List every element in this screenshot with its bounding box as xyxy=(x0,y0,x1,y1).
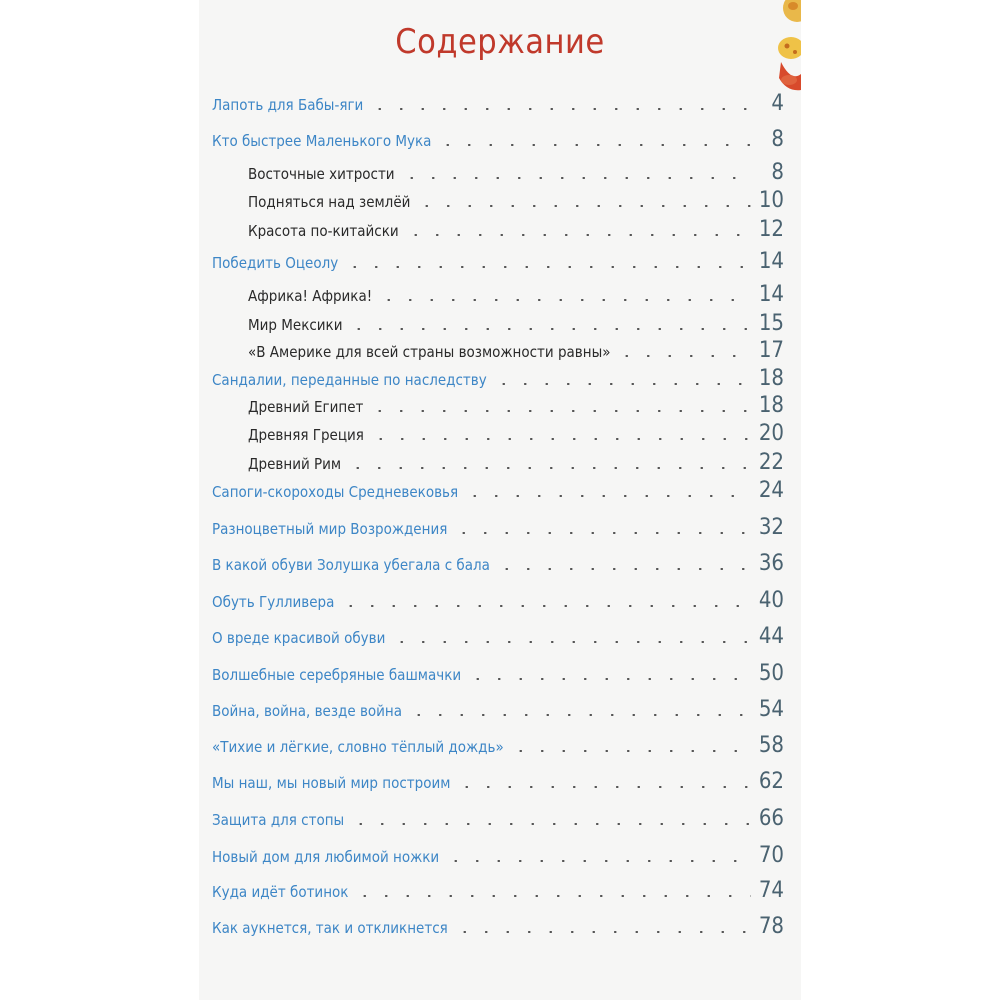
toc-page-number: 40 xyxy=(758,588,784,613)
toc-entry-title: Красота по-китайски xyxy=(248,222,399,240)
toc-page-number: 17 xyxy=(758,338,784,363)
toc-page-number: 20 xyxy=(758,421,784,446)
dot-leader xyxy=(350,823,751,825)
toc-page-number: 44 xyxy=(758,624,784,649)
toc-page-number: 10 xyxy=(758,188,784,213)
toc-page-number: 18 xyxy=(758,393,784,418)
toc-page-number: 8 xyxy=(771,127,784,152)
toc-page-number: 22 xyxy=(758,450,784,475)
dot-leader xyxy=(401,177,752,179)
toc-chapter-entry[interactable] xyxy=(212,244,784,274)
toc-page-number: 54 xyxy=(758,697,784,722)
dot-leader xyxy=(369,108,752,110)
toc-page-number: 24 xyxy=(758,478,784,503)
dot-leader xyxy=(348,328,750,330)
toc-entry-title: Лапоть для Бабы-яги xyxy=(212,96,364,114)
toc-chapter-entry[interactable] xyxy=(212,909,784,939)
toc-subsection-entry[interactable] xyxy=(212,388,784,418)
dot-leader xyxy=(496,568,751,570)
dot-leader xyxy=(510,750,751,752)
toc-page-number: 58 xyxy=(758,733,784,758)
dot-leader xyxy=(369,410,750,412)
toc-chapter-entry[interactable] xyxy=(212,546,784,576)
page-title: Содержание xyxy=(395,22,605,62)
toc-page-number: 32 xyxy=(758,515,784,540)
dot-leader xyxy=(408,714,751,716)
toc-subsection-entry[interactable] xyxy=(212,277,784,307)
toc-chapter-entry[interactable] xyxy=(212,764,784,794)
toc-entry-title: Обуть Гулливера xyxy=(212,593,335,611)
toc-chapter-entry[interactable] xyxy=(212,619,784,649)
toc-page-number: 50 xyxy=(758,661,784,686)
toc-page-number: 66 xyxy=(758,806,784,831)
toc-page-number: 70 xyxy=(758,843,784,868)
toc-entry-title: Волшебные серебряные башмачки xyxy=(212,666,462,684)
toc-page-number: 12 xyxy=(758,217,784,242)
toc-entry-title: Сапоги-скороходы Средневековья xyxy=(212,483,459,501)
toc-chapter-entry[interactable] xyxy=(212,728,784,758)
toc-page-number: 78 xyxy=(758,914,784,939)
dot-leader xyxy=(616,355,750,357)
toc-entry-title: Африка! Африка! xyxy=(248,287,373,305)
toc-chapter-entry[interactable] xyxy=(212,692,784,722)
toc-entry-title: Подняться над землёй xyxy=(248,193,411,211)
toc-page-number: 8 xyxy=(771,160,784,185)
toc-entry-title: Новый дом для любимой ножки xyxy=(212,848,440,866)
dot-leader xyxy=(467,678,751,680)
dot-leader xyxy=(347,467,751,469)
book-page xyxy=(199,0,801,1000)
toc-entry-title: Сандалии, переданные по наследству xyxy=(212,371,487,389)
toc-chapter-entry[interactable] xyxy=(212,510,784,540)
toc-subsection-entry[interactable] xyxy=(212,416,784,446)
dot-leader xyxy=(391,641,750,643)
dot-leader xyxy=(416,205,750,207)
toc-entry-title: «Тихие и лёгкие, словно тёплый дождь» xyxy=(212,738,504,756)
toc-page-number: 36 xyxy=(758,551,784,576)
toc-entry-title: Защита для стопы xyxy=(212,811,345,829)
toc-chapter-entry[interactable] xyxy=(212,838,784,868)
dot-leader xyxy=(344,266,751,268)
toc-entry-title: Древняя Греция xyxy=(248,426,364,444)
dot-leader xyxy=(340,605,750,607)
toc-subsection-entry[interactable] xyxy=(212,333,784,363)
toc-subsection-entry[interactable] xyxy=(212,212,784,242)
toc-page-number: 15 xyxy=(758,311,784,336)
toc-entry-title: Разноцветный мир Возрождения xyxy=(212,520,448,538)
toc-chapter-entry[interactable] xyxy=(212,801,784,831)
toc-page-number: 14 xyxy=(758,282,784,307)
dot-leader xyxy=(354,895,750,897)
toc-chapter-entry[interactable] xyxy=(212,583,784,613)
toc-entry-title: Победить Оцеолу xyxy=(212,254,339,272)
toc-subsection-entry[interactable] xyxy=(212,183,784,213)
toc-entry-title: Восточные хитрости xyxy=(248,165,395,183)
dot-leader xyxy=(454,931,751,933)
toc-subsection-entry[interactable] xyxy=(212,445,784,475)
toc-entry-title: Мир Мексики xyxy=(248,316,343,334)
toc-page-number: 4 xyxy=(771,91,784,116)
toc-entry-title: Древний Рим xyxy=(248,455,342,473)
dot-leader xyxy=(453,532,750,534)
toc-page-number: 62 xyxy=(758,769,784,794)
toc-chapter-entry[interactable] xyxy=(212,656,784,686)
dot-leader xyxy=(464,495,751,497)
toc-subsection-entry[interactable] xyxy=(212,306,784,336)
toc-subsection-entry[interactable] xyxy=(212,155,784,185)
toc-entry-title: Куда идёт ботинок xyxy=(212,883,349,901)
toc-chapter-entry[interactable] xyxy=(212,873,784,903)
toc-entry-title: Древний Египет xyxy=(248,398,364,416)
toc-page-number: 74 xyxy=(758,878,784,903)
dot-leader xyxy=(378,299,751,301)
dot-leader xyxy=(370,438,751,440)
toc-chapter-entry[interactable] xyxy=(212,86,784,116)
dot-leader xyxy=(445,860,751,862)
toc-page-number: 18 xyxy=(758,366,784,391)
dot-leader xyxy=(493,383,751,385)
toc-page-number: 14 xyxy=(758,249,784,274)
toc-entry-title: Мы наш, мы новый мир построим xyxy=(212,774,451,792)
toc-entry-title: О вреде красивой обуви xyxy=(212,629,386,647)
toc-entry-title: В какой обуви Золушка убегала с бала xyxy=(212,556,490,574)
toc-entry-title: Кто быстрее Маленького Мука xyxy=(212,132,432,150)
toc-entry-title: Как аукнется, так и откликнется xyxy=(212,919,448,937)
toc-entry-title: Война, война, везде война xyxy=(212,702,403,720)
toc-chapter-entry[interactable] xyxy=(212,473,784,503)
dot-leader xyxy=(405,234,751,236)
table-of-contents xyxy=(199,0,801,1000)
toc-entry-title: «В Америке для всей страны возможности равны» xyxy=(248,343,611,361)
toc-chapter-entry[interactable] xyxy=(212,361,784,391)
dot-leader xyxy=(437,144,752,146)
toc-chapter-entry[interactable] xyxy=(212,122,784,152)
dot-leader xyxy=(456,786,750,788)
